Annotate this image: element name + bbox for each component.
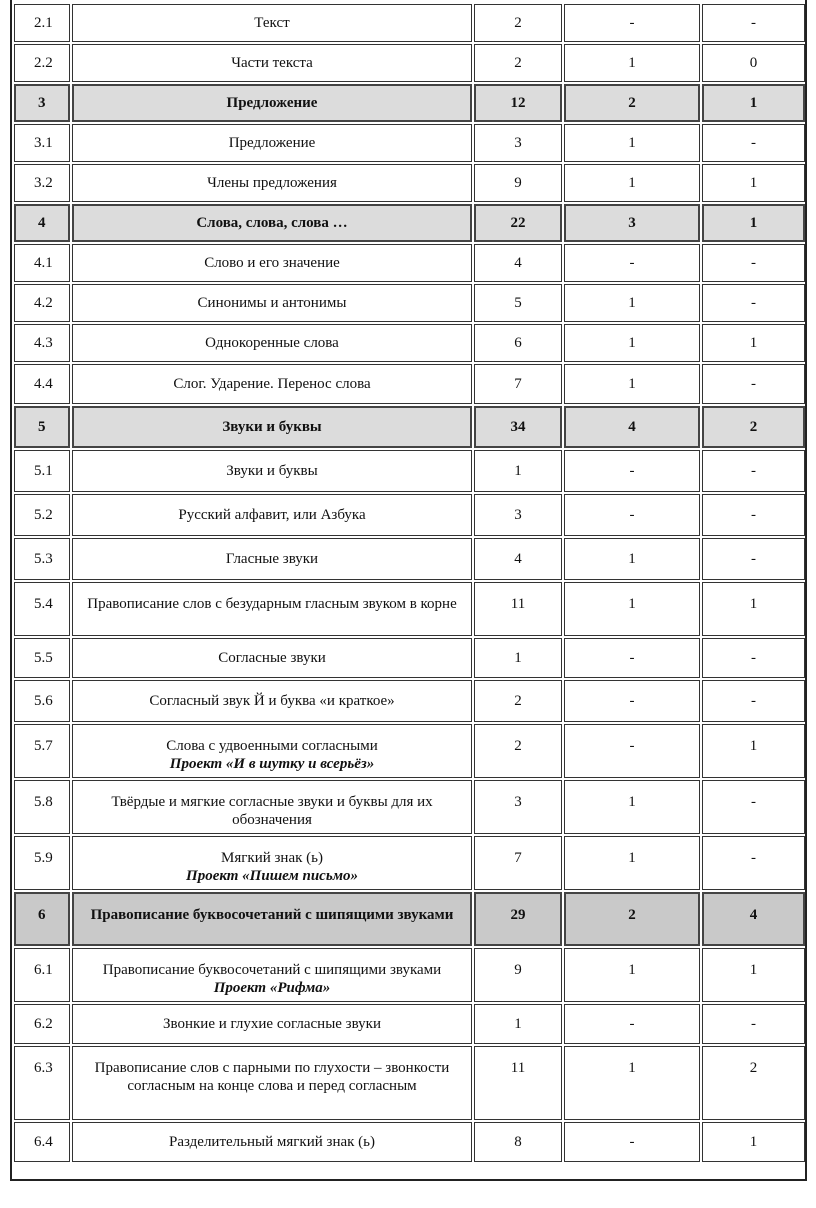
project-label: Проект «Пишем письмо» [186,868,358,884]
row-number: 5.6 [14,680,70,722]
table-row [14,364,805,404]
table-row [14,582,805,636]
row-number: 6.2 [14,1004,70,1044]
row-hours: 2 [474,44,562,82]
row-number: 6.1 [14,948,70,1002]
row-title: Текст [72,4,472,42]
section-col-b: 1 [702,84,805,122]
table-row [14,680,805,722]
table-row [14,948,805,1002]
row-title: Слог. Ударение. Перенос слова [72,364,472,404]
section-col-b: 4 [702,892,805,946]
row-col-b: - [702,494,805,536]
row-hours: 1 [474,1004,562,1044]
row-title: Слово и его значение [72,244,472,282]
row-title: Согласный звук Й и буква «и краткое» [72,680,472,722]
row-number: 5.7 [14,724,70,778]
row-col-a: 1 [564,164,700,202]
row-number: 4.2 [14,284,70,322]
row-number: 5.4 [14,582,70,636]
row-hours: 6 [474,324,562,362]
table-row [14,538,805,580]
row-col-a: - [564,724,700,778]
row-title: Части текста [72,44,472,82]
row-number: 5.1 [14,450,70,492]
project-label: Проект «И в шутку и всерьёз» [169,756,375,772]
row-col-b: - [702,780,805,834]
row-title [72,948,472,1002]
row-col-a: 1 [564,538,700,580]
row-title: Правописание слов с парными по глухости – звонкости согласным на конце слова и перед согласным [72,1046,472,1120]
curriculum-table [12,2,807,1164]
row-col-a: 1 [564,324,700,362]
table-row [14,836,805,890]
row-hours: 8 [474,1122,562,1162]
table-row [14,494,805,536]
row-number: 3.1 [14,124,70,162]
row-col-b: 1 [702,324,805,362]
row-col-a: - [564,680,700,722]
row-hours: 3 [474,780,562,834]
section-col-b: 1 [702,204,805,242]
row-title: Члены предложения [72,164,472,202]
row-title-text: Правописание буквосочетаний с шипящими звуками [102,962,442,978]
section-number: 3 [14,84,70,122]
row-col-b: - [702,638,805,678]
row-number: 5.8 [14,780,70,834]
row-hours: 11 [474,1046,562,1120]
row-title [72,836,472,890]
section-hours: 12 [474,84,562,122]
section-title: Слова, слова, слова … [72,204,472,242]
row-hours: 11 [474,582,562,636]
section-hours: 29 [474,892,562,946]
row-col-a: 1 [564,836,700,890]
row-col-a: - [564,1004,700,1044]
section-row [14,84,805,122]
row-title: Гласные звуки [72,538,472,580]
table-row [14,164,805,202]
row-number: 5.5 [14,638,70,678]
section-title: Звуки и буквы [72,406,472,448]
row-title: Правописание слов с безударным гласным звуком в корне [72,582,472,636]
row-col-b: - [702,836,805,890]
table-row [14,44,805,82]
section-col-b: 2 [702,406,805,448]
table-row [14,284,805,322]
table-row [14,1004,805,1044]
row-hours: 2 [474,680,562,722]
row-number: 5.3 [14,538,70,580]
row-col-b: - [702,4,805,42]
row-number: 4.3 [14,324,70,362]
row-col-b: - [702,1004,805,1044]
row-col-b: - [702,538,805,580]
row-col-b: - [702,124,805,162]
row-col-a: - [564,494,700,536]
row-hours: 7 [474,836,562,890]
section-col-a: 2 [564,892,700,946]
row-col-a: 1 [564,1046,700,1120]
row-hours: 1 [474,638,562,678]
table-row [14,638,805,678]
row-hours: 4 [474,244,562,282]
row-col-a: - [564,638,700,678]
row-col-b: - [702,244,805,282]
row-hours: 9 [474,948,562,1002]
row-number: 3.2 [14,164,70,202]
section-row [14,406,805,448]
row-col-b: 1 [702,948,805,1002]
project-label: Проект «Рифма» [213,980,331,996]
table-row [14,124,805,162]
row-number: 4.1 [14,244,70,282]
section-row [14,892,805,946]
row-col-a: 1 [564,948,700,1002]
row-number: 2.1 [14,4,70,42]
table-row [14,244,805,282]
section-title: Предложение [72,84,472,122]
row-title: Синонимы и антонимы [72,284,472,322]
table-row [14,324,805,362]
row-col-a: - [564,244,700,282]
row-col-a: 1 [564,44,700,82]
row-hours: 1 [474,450,562,492]
row-col-b: - [702,284,805,322]
row-title [72,724,472,778]
row-number: 4.4 [14,364,70,404]
section-col-a: 2 [564,84,700,122]
row-number: 5.2 [14,494,70,536]
section-hours: 22 [474,204,562,242]
row-col-a: 1 [564,124,700,162]
row-col-b: - [702,680,805,722]
row-hours: 5 [474,284,562,322]
row-col-a: - [564,450,700,492]
row-title-text: Слова с удвоенными согласными [166,738,378,754]
row-col-b: 2 [702,1046,805,1120]
row-col-b: 1 [702,582,805,636]
row-hours: 3 [474,124,562,162]
row-title-text: Мягкий знак (ь) [221,850,323,866]
row-col-a: 1 [564,364,700,404]
section-number: 4 [14,204,70,242]
row-title: Разделительный мягкий знак (ь) [72,1122,472,1162]
row-col-b: 1 [702,1122,805,1162]
table-row [14,780,805,834]
row-hours: 9 [474,164,562,202]
section-hours: 34 [474,406,562,448]
table-row [14,450,805,492]
row-hours: 3 [474,494,562,536]
row-hours: 2 [474,724,562,778]
section-col-a: 4 [564,406,700,448]
section-number: 5 [14,406,70,448]
row-number: 6.3 [14,1046,70,1120]
row-col-b: - [702,450,805,492]
row-col-a: - [564,4,700,42]
row-title: Предложение [72,124,472,162]
row-col-b: 0 [702,44,805,82]
row-title: Согласные звуки [72,638,472,678]
row-title: Звуки и буквы [72,450,472,492]
row-col-a: 1 [564,780,700,834]
section-number: 6 [14,892,70,946]
row-hours: 7 [474,364,562,404]
section-title: Правописание буквосочетаний с шипящими звуками [72,892,472,946]
row-col-a: - [564,1122,700,1162]
row-col-b: 1 [702,164,805,202]
row-col-b: - [702,364,805,404]
table-row [14,4,805,42]
section-row [14,204,805,242]
row-title: Однокоренные слова [72,324,472,362]
row-number: 5.9 [14,836,70,890]
row-col-a: 1 [564,284,700,322]
table-row [14,1046,805,1120]
row-title: Звонкие и глухие согласные звуки [72,1004,472,1044]
table-row [14,1122,805,1162]
row-col-a: 1 [564,582,700,636]
row-hours: 4 [474,538,562,580]
section-col-a: 3 [564,204,700,242]
row-number: 6.4 [14,1122,70,1162]
row-title: Твёрдые и мягкие согласные звуки и буквы для их обозначения [72,780,472,834]
table-row [14,724,805,778]
row-title: Русский алфавит, или Азбука [72,494,472,536]
row-col-b: 1 [702,724,805,778]
row-hours: 2 [474,4,562,42]
row-number: 2.2 [14,44,70,82]
